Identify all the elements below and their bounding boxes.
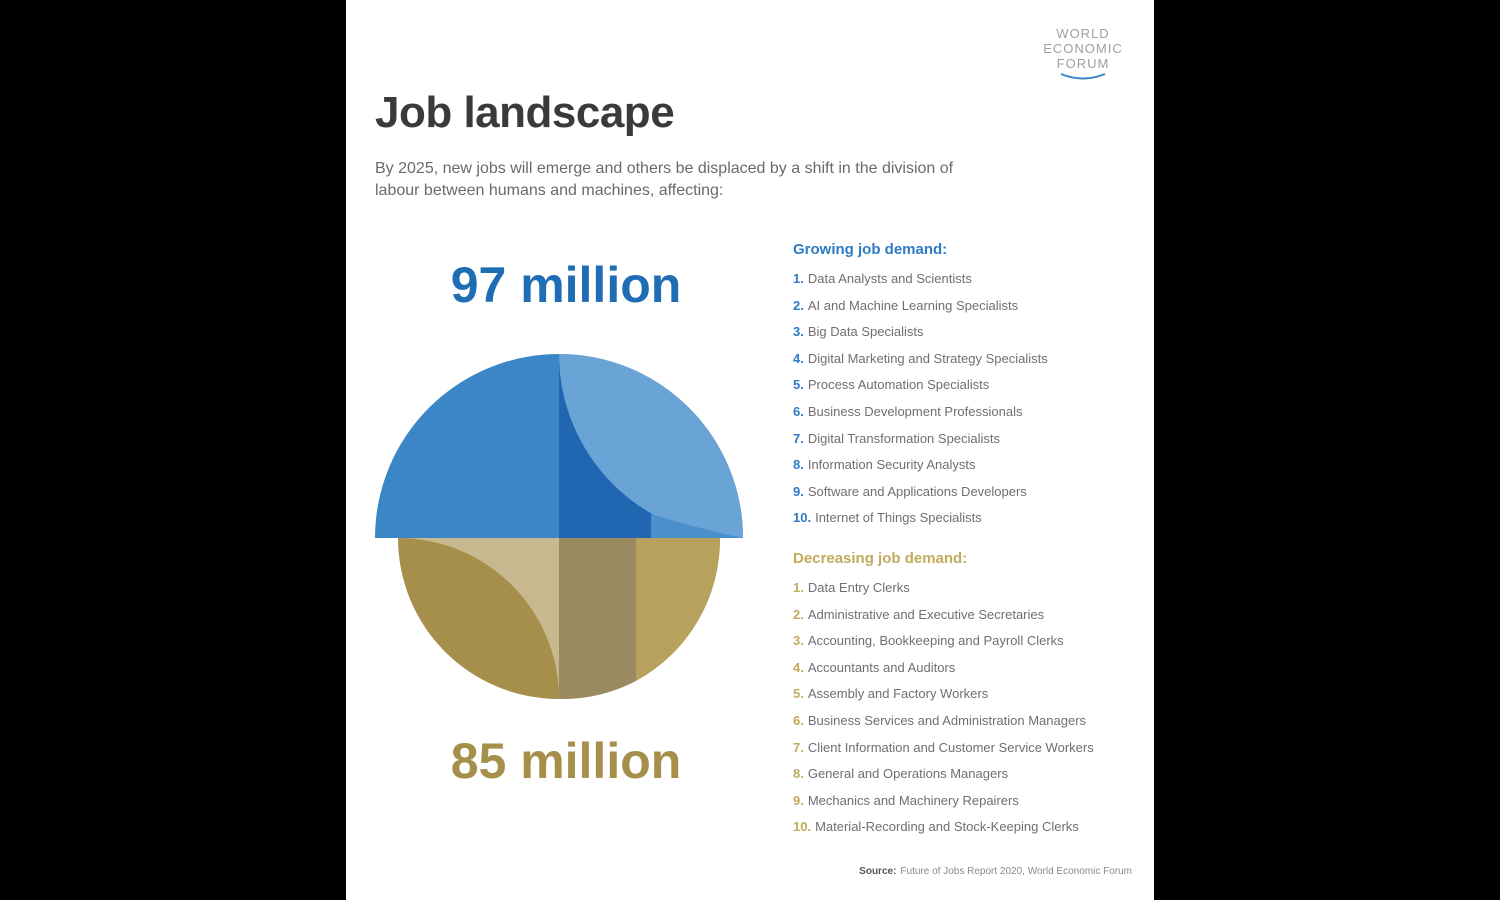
item-label: Data Entry Clerks bbox=[807, 580, 910, 595]
item-number: 8. bbox=[793, 457, 804, 473]
list-item bbox=[793, 479, 1143, 506]
list-item bbox=[793, 575, 1143, 602]
item-label: Client Information and Customer Service Workers bbox=[807, 739, 1094, 755]
list-item bbox=[793, 505, 1143, 532]
item-number: 6. bbox=[793, 403, 804, 419]
logo-line-3: FORUM bbox=[1056, 56, 1110, 71]
item-label: Mechanics and Machinery Repairers bbox=[807, 792, 1019, 808]
decreasing-job-list-section bbox=[793, 549, 1143, 841]
item-label: Material-Recording and Stock-Keeping Clerks bbox=[815, 819, 1079, 835]
item-label: Digital Transformation Specialists bbox=[807, 430, 1001, 446]
item-number: 10. bbox=[793, 819, 812, 835]
page-subtitle: By 2025, new jobs will emerge and others be displaced by a shift in the division of labour between humans and machines, affecting: bbox=[375, 160, 954, 199]
item-number: 9. bbox=[793, 792, 804, 808]
source-label: Source: bbox=[859, 866, 897, 877]
logo-line-1: WORLD bbox=[1056, 26, 1110, 41]
item-label: Information Security Analysts bbox=[807, 457, 976, 473]
item-number: 7. bbox=[793, 430, 804, 446]
list-item bbox=[793, 681, 1143, 708]
job-pie-chart bbox=[366, 350, 766, 710]
decreasing-job-list bbox=[793, 575, 1143, 841]
item-label: Business Development Professionals bbox=[807, 403, 1023, 419]
list-item bbox=[793, 266, 1143, 293]
item-number: 2. bbox=[793, 297, 804, 313]
decreasing-heading: Decreasing job demand: bbox=[793, 550, 968, 567]
list-item bbox=[793, 293, 1143, 320]
item-label: General and Operations Managers bbox=[807, 766, 1009, 782]
list-item bbox=[793, 426, 1143, 453]
item-number: 1. bbox=[793, 271, 804, 286]
item-label: Software and Applications Developers bbox=[807, 483, 1027, 499]
source-note bbox=[859, 866, 1132, 877]
item-label: Internet of Things Specialists bbox=[815, 510, 982, 526]
list-item bbox=[793, 452, 1143, 479]
item-label: Assembly and Factory Workers bbox=[807, 686, 989, 702]
list-item bbox=[793, 735, 1143, 762]
growing-job-list bbox=[793, 266, 1143, 532]
list-item bbox=[793, 628, 1143, 655]
item-number: 6. bbox=[793, 712, 804, 728]
item-number: 4. bbox=[793, 350, 804, 366]
decreasing-total-label: 85 million bbox=[450, 733, 682, 789]
item-number: 8. bbox=[793, 766, 804, 782]
item-label: Accountants and Auditors bbox=[807, 659, 956, 675]
list-item bbox=[793, 399, 1143, 426]
decreasing-slice-gold bbox=[636, 538, 720, 681]
item-label: Process Automation Specialists bbox=[807, 377, 990, 393]
list-item bbox=[793, 655, 1143, 682]
list-item bbox=[793, 372, 1143, 399]
list-item bbox=[793, 602, 1143, 629]
list-item bbox=[793, 788, 1143, 815]
item-label: Administrative and Executive Secretaries bbox=[807, 606, 1045, 622]
item-number: 2. bbox=[793, 606, 804, 622]
logo-swoosh-icon bbox=[1053, 71, 1113, 81]
item-number: 3. bbox=[793, 324, 804, 340]
item-label: Digital Marketing and Strategy Specialists bbox=[807, 350, 1048, 366]
source-text: Future of Jobs Report 2020, World Economic Forum bbox=[900, 866, 1132, 877]
growing-total-label: 97 million bbox=[450, 257, 682, 313]
item-label: Big Data Specialists bbox=[807, 324, 924, 340]
list-item bbox=[793, 319, 1143, 346]
page-title: Job landscape bbox=[375, 88, 675, 137]
list-item bbox=[793, 346, 1143, 373]
list-item bbox=[793, 708, 1143, 735]
item-number: 10. bbox=[793, 510, 812, 526]
list-item bbox=[793, 814, 1143, 841]
decreasing-half bbox=[398, 538, 720, 699]
item-number: 7. bbox=[793, 739, 804, 755]
wef-logo bbox=[1028, 26, 1138, 81]
item-number: 4. bbox=[793, 659, 804, 675]
decreasing-slice-mid bbox=[559, 538, 636, 699]
logo-line-2: ECONOMIC bbox=[1043, 41, 1123, 56]
item-number: 1. bbox=[793, 580, 804, 595]
item-number: 5. bbox=[793, 377, 804, 393]
item-label: Business Services and Administration Managers bbox=[807, 712, 1087, 728]
item-label: AI and Machine Learning Specialists bbox=[807, 297, 1019, 313]
growing-half bbox=[375, 354, 743, 538]
growing-heading: Growing job demand: bbox=[793, 241, 948, 258]
growing-job-list-section bbox=[793, 240, 1143, 532]
item-number: 3. bbox=[793, 633, 804, 649]
item-label: Accounting, Bookkeeping and Payroll Clerks bbox=[807, 633, 1064, 649]
list-item bbox=[793, 761, 1143, 788]
infographic-card bbox=[346, 0, 1154, 900]
item-number: 9. bbox=[793, 483, 804, 499]
item-label: Data Analysts and Scientists bbox=[807, 271, 972, 286]
item-number: 5. bbox=[793, 686, 804, 702]
